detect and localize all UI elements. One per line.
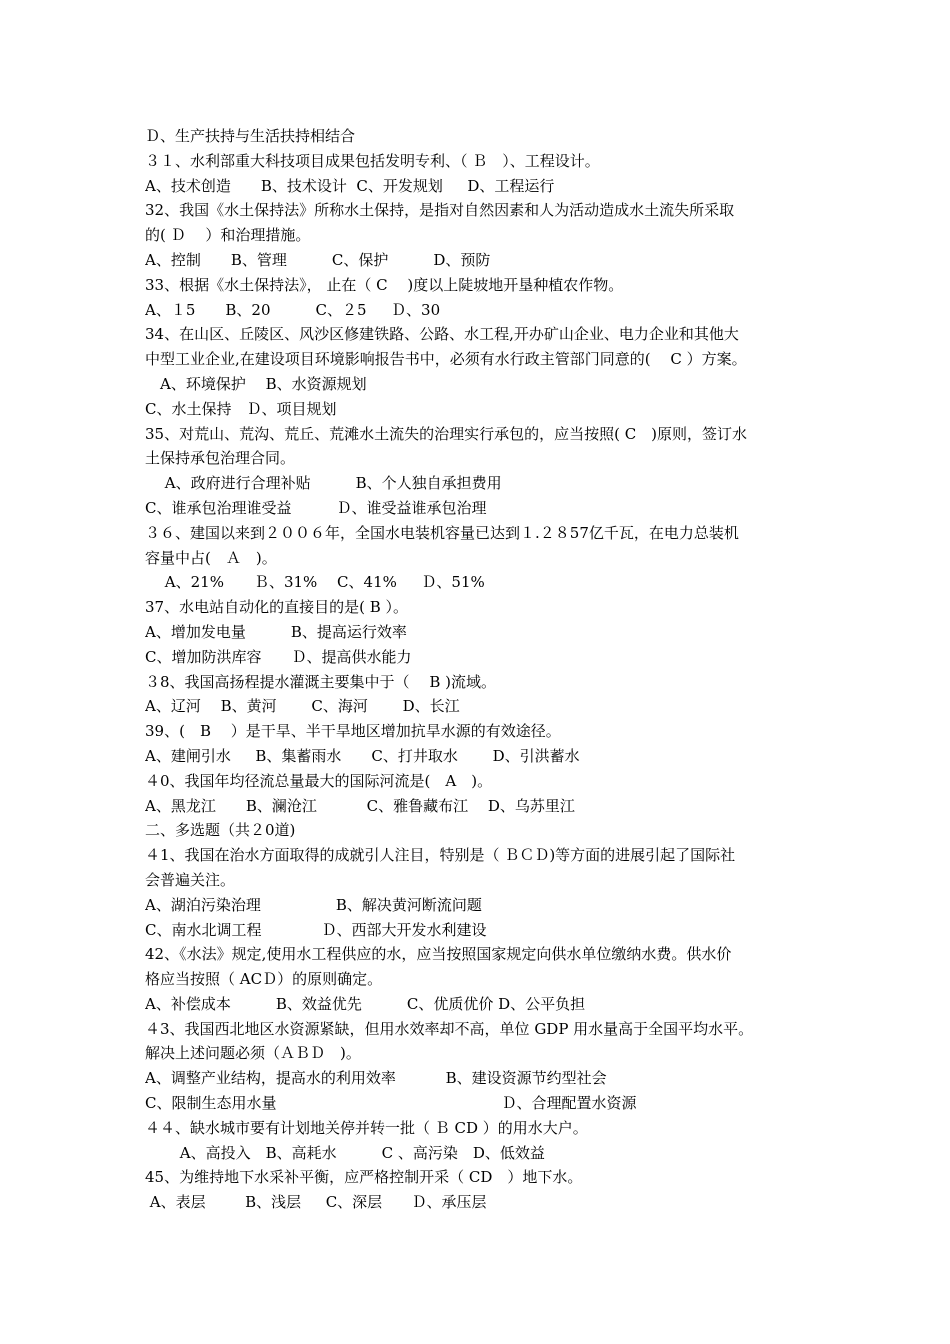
text-line: ４3、我国西北地区水资源紧缺，但用水效率却不高，单位 GDP 用水量高于全国平均水平。 [145, 1019, 754, 1038]
text-line: A、增加发电量 B、提高运行效率 [145, 622, 407, 641]
text-line: C、谁承包治理谁受益 Ｄ、谁受益谁承包治理 [145, 498, 487, 517]
text-line: C、水土保持 Ｄ、项目规划 [145, 399, 337, 418]
text-line: ４0、我国年均径流总量最大的国际河流是( A )。 [145, 771, 493, 790]
text-line: ３１、水利部重大科技项目成果包括发明专利、（ Ｂ ）、工程设计。 [145, 151, 600, 170]
text-line: 45、为维持地下水采补平衡，应严格控制开采（ CD ）地下水。 [145, 1168, 583, 1187]
text-line: A、建闸引水 B、集蓄雨水 C、打井取水 D、引洪蓄水 [145, 746, 580, 765]
text-line: ３６、建国以来到２００６年，全国水电装机容量已达到１.２８57亿千瓦，在电力总装机 [145, 523, 739, 542]
text-line: A、辽河 B、黄河 C、海河 D、长江 [145, 697, 460, 716]
text-line: ３8、我国高扬程提水灌溉主要集中于（ B )流域。 [145, 672, 496, 691]
text-line: A、调整产业结构，提高水的利用效率 B、建设资源节约型社会 [145, 1069, 607, 1088]
text-line: 的( Ｄ ）和治理措施。 [145, 226, 311, 245]
text-line: A、湖泊污染治理 B、解决黄河断流问题 [145, 895, 482, 914]
text-line: 42、《水法》规定,使用水工程供应的水，应当按照国家规定向供水单位缴纳水费。供水价 [145, 945, 732, 964]
text-line: 33、根据《水土保持法》， 止在（ C )度以上陡坡地开垦种植农作物。 [145, 275, 624, 294]
text-line: 土保持承包治理合同。 [145, 449, 296, 468]
text-line: 35、对荒山、荒沟、荒丘、荒滩水土流失的治理实行承包的，应当按照( C )原则，签订水 [145, 424, 748, 443]
text-line: 会普遍关注。 [145, 870, 236, 889]
document-body [145, 124, 825, 1215]
text-line: 34、在山区、丘陵区、风沙区修建铁路、公路、水工程,开办矿山企业、电力企业和其他大 [145, 325, 739, 344]
text-line: C、限制生态用水量 Ｄ、合理配置水资源 [145, 1094, 637, 1113]
text-line: 格应当按照（ ACＤ）的原则确定。 [145, 970, 383, 989]
text-line: ４４、缺水城市要有计划地关停并转一批（ Ｂ CD ）的用水大户。 [145, 1118, 588, 1137]
section-heading: 二、多选题（共２0道) [145, 821, 296, 840]
text-line: 32、我国《水土保持法》所称水土保持，是指对自然因素和人为活动造成水土流失所采取 [145, 201, 735, 220]
text-line: A、环境保护 B、水资源规划 [145, 374, 367, 393]
text-line: C、增加防洪库容 Ｄ、提高供水能力 [145, 647, 412, 666]
text-line: A、１5 B、20 C、２5 Ｄ、30 [145, 300, 441, 319]
text-line: Ｄ、生产扶持与生活扶持相结合 [145, 127, 356, 145]
text-line: ４1、我国在治水方面取得的成就引人注目，特别是（ ＢＣＤ)等方面的进展引起了国际社 [145, 846, 736, 865]
text-line: 37、水电站自动化的直接目的是( B ）。 [145, 598, 408, 617]
text-line: A、21% Ｂ、31% C、41% Ｄ、51% [145, 573, 485, 592]
text-line: A、黑龙江 B、澜沧江 C、雅鲁藏布江 D、乌苏里江 [145, 796, 575, 815]
text-line: A、政府进行合理补贴 B、个人独自承担费用 [145, 474, 502, 493]
text-line: 容量中占( Ａ )。 [145, 548, 277, 567]
text-line: 39、( B ）是干旱、半干旱地区增加抗旱水源的有效途径。 [145, 722, 561, 741]
text-line: A、高投入 B、高耗水 C 、高污染 D、低效益 [145, 1143, 545, 1162]
text-line: A、技术创造 B、技术设计 C、开发规划 D、工程运行 [145, 176, 555, 195]
text-line: 解决上述问题必须（ＡＢＤ )。 [145, 1044, 361, 1063]
text-line: 中型工业企业,在建设项目环境影响报告书中，必须有水行政主管部门同意的( C ）方案。 [145, 350, 747, 369]
text-line: C、南水北调工程 Ｄ、西部大开发水利建设 [145, 920, 487, 939]
text-line: A、控制 B、管理 C、保护 D、预防 [145, 250, 491, 269]
text-line: A、表层 B、浅层 C、深层 Ｄ、承压层 [145, 1193, 487, 1212]
text-line: A、补偿成本 B、效益优先 C、优质优价 D、公平负担 [145, 994, 586, 1013]
